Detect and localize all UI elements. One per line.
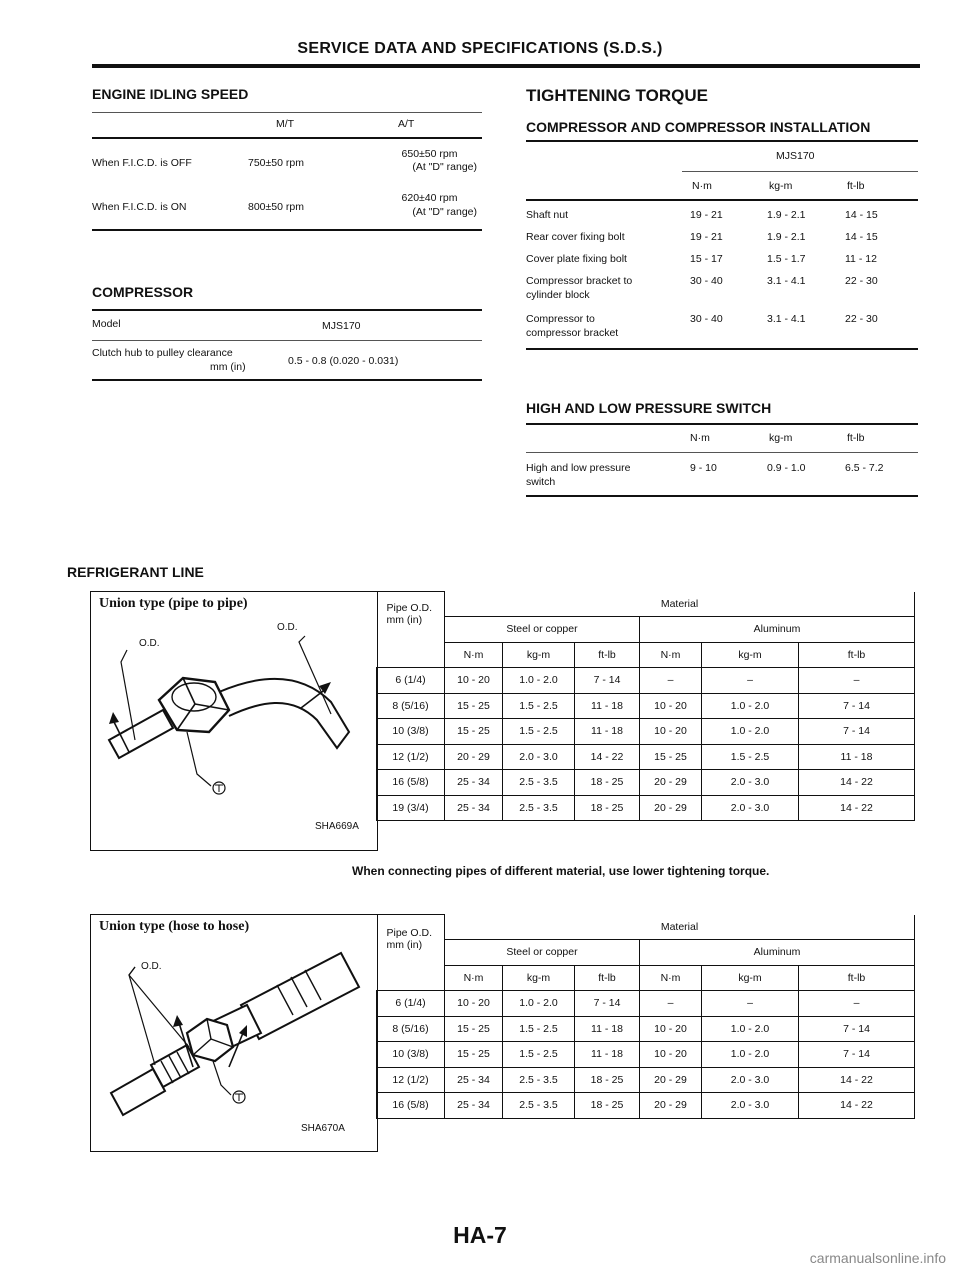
cell: 10 (3/8)	[377, 719, 445, 745]
unit-kgm: kg-m	[702, 965, 799, 991]
idling-row-at1: 620±40 rpm	[401, 192, 458, 204]
torque-row-ftlb: 22 - 30	[845, 275, 878, 287]
torque-rule-head	[526, 199, 918, 201]
idling-row-label: When F.I.C.D. is ON	[92, 201, 187, 213]
figure-hose-to-hose	[90, 914, 378, 1152]
cell: 10 - 20	[445, 991, 503, 1017]
cell: 7 - 14	[575, 991, 640, 1017]
cell: 15 - 25	[445, 1042, 503, 1068]
cell: 20 - 29	[640, 1093, 702, 1119]
torque-heading: TIGHTENING TORQUE	[526, 86, 708, 105]
switch-label: High and low pressure	[526, 462, 631, 474]
cell: 7 - 14	[799, 1016, 915, 1042]
cell: –	[640, 991, 702, 1017]
unit-ftlb: ft-lb	[575, 965, 640, 991]
torque-row-label: Shaft nut	[526, 209, 569, 221]
torque-row-kgm: 1.5 - 1.7	[767, 253, 806, 265]
idling-col-at: A/T	[398, 118, 415, 130]
idling-rule-head	[92, 137, 482, 139]
cell: 10 - 20	[640, 693, 702, 719]
figure-pipe-to-pipe	[90, 591, 378, 851]
idling-rule-bottom	[92, 229, 482, 231]
torque-row-label: Rear cover fixing bolt	[526, 231, 625, 243]
clutch-unit: mm (in)	[210, 361, 246, 373]
unit-kgm: kg-m	[503, 642, 575, 668]
switch-rule-head	[526, 452, 918, 453]
material-header: Material	[445, 915, 915, 940]
hose-to-hose-table	[376, 914, 915, 1119]
pipe-union-drawing	[91, 592, 377, 850]
figure-code: SHA670A	[301, 1123, 345, 1134]
table-row	[377, 1042, 915, 1068]
table-row	[377, 770, 915, 796]
unit-ftlb: ft-lb	[575, 642, 640, 668]
cell: 19 (3/4)	[377, 795, 445, 821]
switch-unit-ftlb: ft-lb	[847, 432, 865, 444]
cell: –	[640, 668, 702, 694]
cell: 6 (1/4)	[377, 668, 445, 694]
unit-ftlb: ft-lb	[799, 642, 915, 668]
pipe-od-header	[377, 915, 445, 991]
cell: 10 - 20	[640, 1042, 702, 1068]
torque-unit-kgm: kg-m	[769, 180, 793, 192]
steel-header: Steel or copper	[445, 940, 640, 966]
cell: –	[702, 668, 799, 694]
watermark: carmanualsonline.info	[809, 1250, 946, 1266]
compressor-model-value: MJS170	[322, 320, 361, 332]
cell: 11 - 18	[575, 1042, 640, 1068]
cell: 20 - 29	[640, 795, 702, 821]
torque-unit-ftlb: ft-lb	[847, 180, 865, 192]
idling-rule-top	[92, 112, 482, 113]
cell: 18 - 25	[575, 770, 640, 796]
cell: 7 - 14	[799, 719, 915, 745]
cell: 15 - 25	[640, 744, 702, 770]
torque-row-label: Compressor bracket to	[526, 275, 633, 287]
cell: 2.0 - 3.0	[702, 1093, 799, 1119]
figure-od-label: O.D.	[277, 622, 298, 633]
cell: 20 - 29	[445, 744, 503, 770]
table-row	[377, 744, 915, 770]
cell: 1.0 - 2.0	[702, 693, 799, 719]
cell: 11 - 18	[799, 744, 915, 770]
cell: 20 - 29	[640, 770, 702, 796]
cell: 1.5 - 2.5	[503, 1016, 575, 1042]
unit-kgm: kg-m	[503, 965, 575, 991]
cell: 2.0 - 3.0	[503, 744, 575, 770]
idling-row-at1: 650±50 rpm	[401, 148, 458, 160]
cell: 2.5 - 3.5	[503, 1093, 575, 1119]
switch-rule-bottom	[526, 495, 918, 497]
cell: 25 - 34	[445, 795, 503, 821]
unit-nm: N·m	[640, 642, 702, 668]
cell: 2.0 - 3.0	[702, 770, 799, 796]
torque-rule-model	[682, 171, 918, 172]
refrigerant-heading: REFRIGERANT LINE	[67, 564, 204, 580]
cell: 1.5 - 2.5	[503, 1042, 575, 1068]
cell: 11 - 18	[575, 719, 640, 745]
cell: 6 (1/4)	[377, 991, 445, 1017]
table-row	[377, 1016, 915, 1042]
figure-code: SHA669A	[315, 821, 359, 832]
cell: –	[702, 991, 799, 1017]
compressor-rule-top	[92, 309, 482, 311]
figure-title: Union type (hose to hose)	[99, 919, 250, 934]
cell: 11 - 18	[575, 1016, 640, 1042]
cell: 1.0 - 2.0	[503, 991, 575, 1017]
table-row	[377, 1093, 915, 1119]
figure-title: Union type (pipe to pipe)	[99, 596, 248, 611]
torque-row-nm: 30 - 40	[690, 275, 723, 287]
torque-subheading: COMPRESSOR AND COMPRESSOR INSTALLATION	[526, 119, 871, 135]
cell: 1.5 - 2.5	[503, 693, 575, 719]
header-rule	[92, 64, 920, 68]
unit-nm: N·m	[445, 965, 503, 991]
torque-row-nm: 15 - 17	[690, 253, 723, 265]
cell: 1.5 - 2.5	[503, 719, 575, 745]
pipe-od-unit: mm (in)	[386, 614, 423, 626]
torque-row-ftlb: 11 - 12	[845, 253, 877, 265]
cell: 16 (5/8)	[377, 1093, 445, 1119]
torque-model: MJS170	[776, 150, 815, 162]
cell: 7 - 14	[799, 693, 915, 719]
cell: 2.0 - 3.0	[702, 795, 799, 821]
torque-row-kgm: 3.1 - 4.1	[767, 313, 806, 325]
switch-heading: HIGH AND LOW PRESSURE SWITCH	[526, 400, 772, 416]
page-number: HA-7	[453, 1222, 507, 1248]
figure-od-label: O.D.	[141, 961, 162, 972]
switch-nm: 9 - 10	[690, 462, 717, 474]
idling-row-label: When F.I.C.D. is OFF	[92, 157, 192, 169]
cell: 1.0 - 2.0	[702, 719, 799, 745]
cell: 7 - 14	[799, 1042, 915, 1068]
cell: 10 - 20	[445, 668, 503, 694]
table-row	[377, 693, 915, 719]
torque-row-ftlb: 14 - 15	[845, 209, 878, 221]
switch-ftlb: 6.5 - 7.2	[845, 462, 884, 474]
cell: 1.0 - 2.0	[503, 668, 575, 694]
idling-row-mt: 750±50 rpm	[248, 157, 304, 169]
material-header: Material	[445, 592, 915, 617]
cell: 14 - 22	[799, 795, 915, 821]
idling-heading: ENGINE IDLING SPEED	[92, 86, 249, 102]
idling-col-mt: M/T	[276, 118, 295, 130]
torque-rule-bottom	[526, 348, 918, 350]
table-row	[377, 668, 915, 694]
idling-row-at2: (At "D" range)	[412, 206, 477, 218]
switch-unit-nm: N·m	[690, 432, 710, 444]
cell: 8 (5/16)	[377, 1016, 445, 1042]
cell: 11 - 18	[575, 693, 640, 719]
cell: 14 - 22	[799, 770, 915, 796]
cell: 25 - 34	[445, 770, 503, 796]
clutch-value: 0.5 - 0.8 (0.020 - 0.031)	[288, 355, 399, 367]
cell: 1.5 - 2.5	[702, 744, 799, 770]
pipe-od-unit: mm (in)	[386, 939, 423, 951]
torque-row-label: Cover plate fixing bolt	[526, 253, 627, 265]
idling-row-mt: 800±50 rpm	[248, 201, 304, 213]
pipe-od-header	[377, 592, 445, 668]
figure-od-label: O.D.	[139, 638, 160, 649]
cell: 14 - 22	[799, 1067, 915, 1093]
cell: 10 (3/8)	[377, 1042, 445, 1068]
table-row	[377, 795, 915, 821]
aluminum-header: Aluminum	[640, 617, 915, 643]
idling-row-at2: (At "D" range)	[412, 161, 477, 173]
cell: 18 - 25	[575, 1093, 640, 1119]
cell: 2.5 - 3.5	[503, 770, 575, 796]
torque-row-nm: 19 - 21	[690, 209, 723, 221]
cell: 2.0 - 3.0	[702, 1067, 799, 1093]
cell: 10 - 20	[640, 1016, 702, 1042]
compressor-model-label: Model	[92, 318, 121, 330]
table-row	[377, 719, 915, 745]
pipe-od-label: Pipe O.D.	[386, 602, 433, 614]
cell: 18 - 25	[575, 795, 640, 821]
cell: 12 (1/2)	[377, 1067, 445, 1093]
pipe-to-pipe-table	[376, 591, 915, 821]
torque-row-kgm: 3.1 - 4.1	[767, 275, 806, 287]
torque-row-kgm: 1.9 - 2.1	[767, 231, 806, 243]
switch-unit-kgm: kg-m	[769, 432, 793, 444]
cell: 1.0 - 2.0	[702, 1016, 799, 1042]
switch-label2: switch	[526, 476, 556, 488]
unit-kgm: kg-m	[702, 642, 799, 668]
cell: –	[799, 668, 915, 694]
cell: 15 - 25	[445, 693, 503, 719]
switch-kgm: 0.9 - 1.0	[767, 462, 806, 474]
cell: 7 - 14	[575, 668, 640, 694]
cell: 25 - 34	[445, 1067, 503, 1093]
cell: –	[799, 991, 915, 1017]
cell: 14 - 22	[799, 1093, 915, 1119]
table-row	[377, 1067, 915, 1093]
cell: 15 - 25	[445, 719, 503, 745]
cell: 2.5 - 3.5	[503, 795, 575, 821]
cell: 10 - 20	[640, 719, 702, 745]
unit-nm: N·m	[445, 642, 503, 668]
switch-rule-top	[526, 423, 918, 425]
cell: 8 (5/16)	[377, 693, 445, 719]
aluminum-header: Aluminum	[640, 940, 915, 966]
torque-row-nm: 19 - 21	[690, 231, 723, 243]
cell: 18 - 25	[575, 1067, 640, 1093]
cell: 14 - 22	[575, 744, 640, 770]
clutch-label: Clutch hub to pulley clearance	[92, 347, 233, 359]
unit-ftlb: ft-lb	[799, 965, 915, 991]
pipe-od-label: Pipe O.D.	[386, 927, 433, 939]
torque-row-nm: 30 - 40	[690, 313, 723, 325]
unit-nm: N·m	[640, 965, 702, 991]
torque-row-ftlb: 14 - 15	[845, 231, 878, 243]
torque-row-label2: compressor bracket	[526, 327, 619, 339]
cell: 2.5 - 3.5	[503, 1067, 575, 1093]
refrigerant-note: When connecting pipes of different material, use lower tightening torque.	[352, 864, 770, 878]
compressor-rule-bottom	[92, 379, 482, 381]
cell: 20 - 29	[640, 1067, 702, 1093]
torque-row-label: Compressor to	[526, 313, 595, 325]
torque-row-label2: cylinder block	[526, 289, 590, 301]
steel-header: Steel or copper	[445, 617, 640, 643]
hose-union-drawing	[91, 915, 377, 1151]
cell: 25 - 34	[445, 1093, 503, 1119]
torque-rule-top	[526, 140, 918, 142]
compressor-heading: COMPRESSOR	[92, 284, 194, 300]
cell: 15 - 25	[445, 1016, 503, 1042]
torque-row-ftlb: 22 - 30	[845, 313, 878, 325]
cell: 12 (1/2)	[377, 744, 445, 770]
table-row	[377, 991, 915, 1017]
compressor-rule-mid	[92, 340, 482, 341]
torque-row-kgm: 1.9 - 2.1	[767, 209, 806, 221]
cell: 16 (5/8)	[377, 770, 445, 796]
cell: 1.0 - 2.0	[702, 1042, 799, 1068]
page-title: SERVICE DATA AND SPECIFICATIONS (S.D.S.)	[297, 40, 663, 57]
torque-unit-nm: N·m	[692, 180, 712, 192]
